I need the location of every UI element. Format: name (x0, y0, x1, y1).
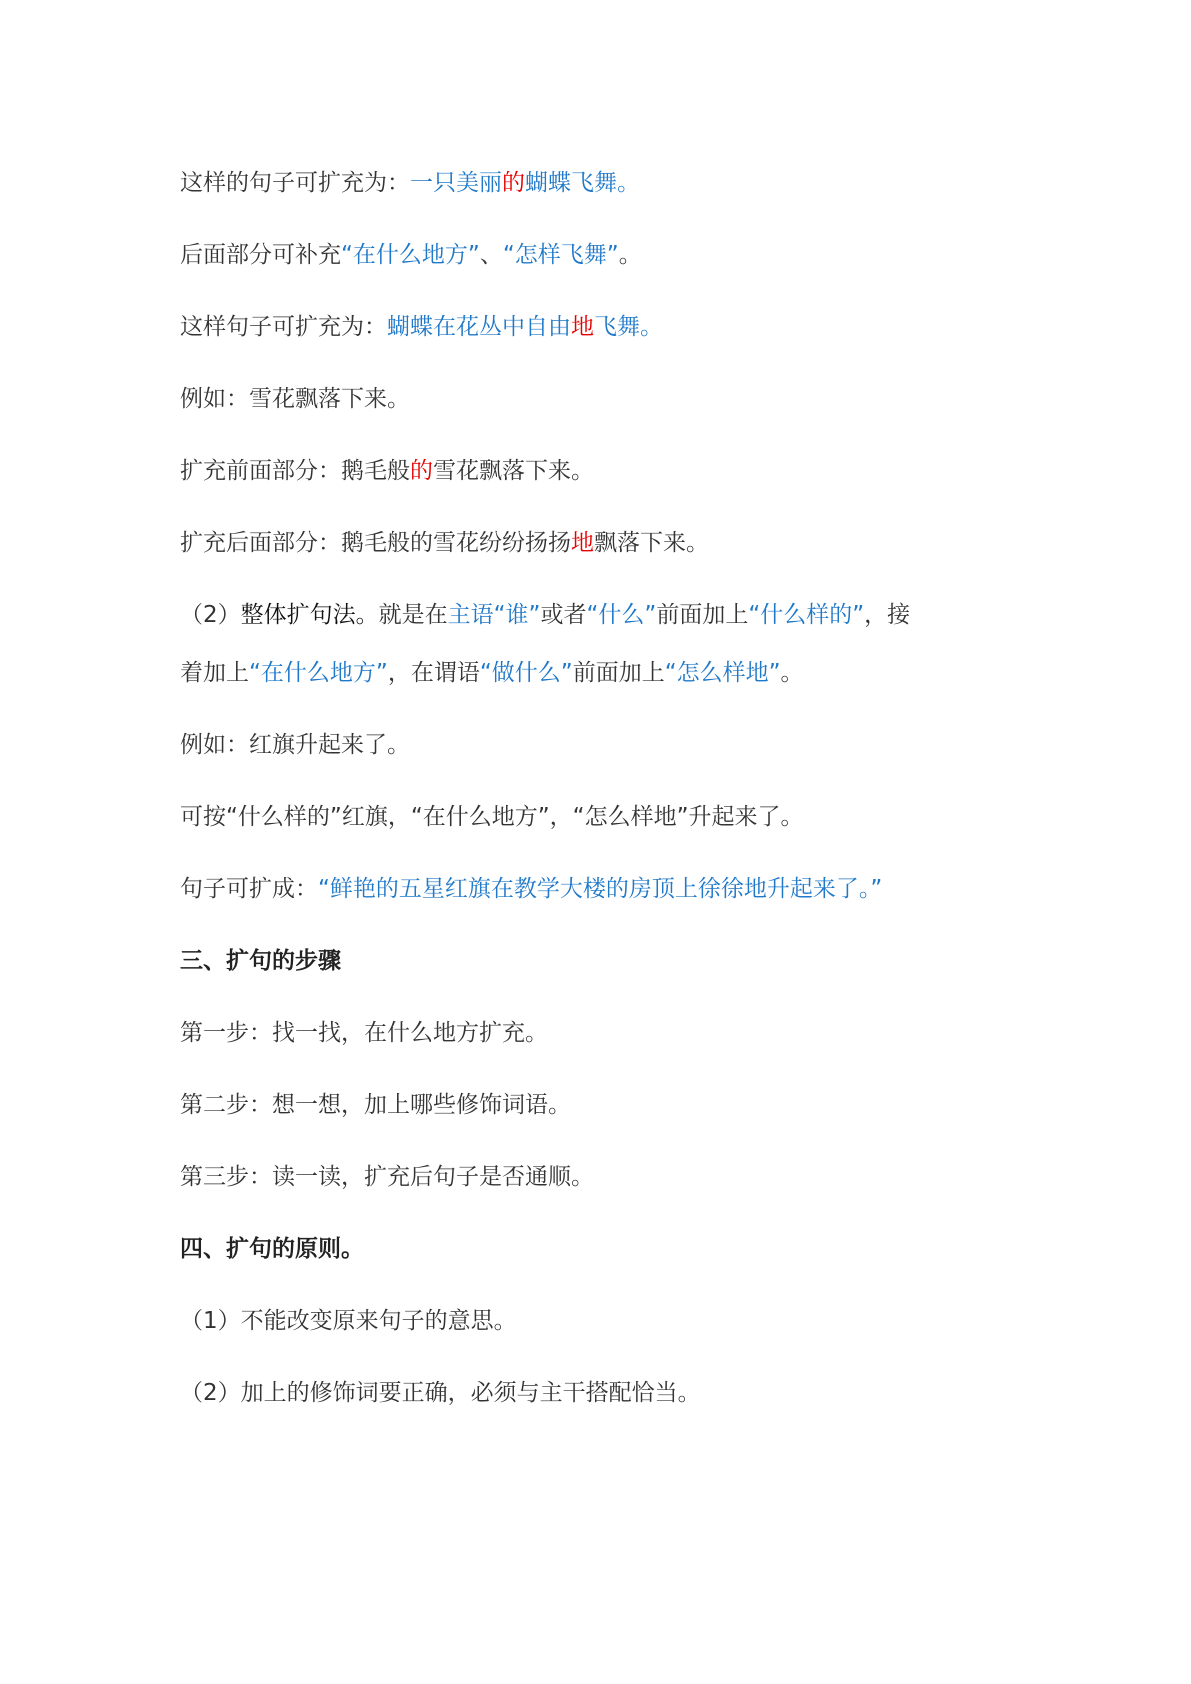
text-segment: 这样句子可扩充为： (180, 314, 387, 340)
text-segment: 可按“什么样的”红旗，“在什么地方”，“怎么样地”升起来了。 (180, 804, 804, 830)
paragraph-line (180, 1017, 548, 1049)
paragraph-line (180, 657, 804, 689)
text-segment: 扩充前面部分：鹅毛般 (180, 458, 410, 484)
text-segment: 前面加上 (572, 660, 665, 686)
text-segment: 整体扩句法。 (240, 602, 379, 628)
text-segment: 。 (618, 242, 642, 268)
highlight-text: “什么” (586, 602, 657, 628)
text-segment: 着加上 (180, 660, 249, 686)
highlight-text: 蝴蝶飞舞。 (525, 170, 640, 196)
text-segment: 句子可扩成： (180, 876, 318, 902)
text-segment: 飘落下来。 (594, 530, 709, 556)
text-segment: 或者 (540, 602, 587, 628)
paragraph-line (180, 383, 410, 415)
section-heading (180, 945, 341, 977)
text-segment: 前面加上 (656, 602, 749, 628)
text-segment: ，在谓语 (387, 660, 480, 686)
text-segment: 四、扩句的原则。 (180, 1236, 364, 1262)
text-segment: （2）加上的修饰词要正确，必须与主干搭配恰当。 (180, 1380, 701, 1406)
text-segment: 就是在 (378, 602, 448, 628)
paragraph-line (180, 527, 709, 559)
text-segment: 第二步：想一想，加上哪些修饰词语。 (180, 1092, 571, 1118)
text-segment: 。 (780, 660, 804, 686)
emphasis-text: 地 (571, 314, 594, 340)
highlight-text: “怎样飞舞” (502, 242, 619, 268)
paragraph-line (180, 311, 663, 343)
emphasis-text: 地 (571, 530, 594, 556)
paragraph-line (180, 1377, 701, 1409)
paragraph-line (180, 167, 640, 199)
text-segment: （2） (180, 602, 241, 628)
highlight-text: “鲜艳的五星红旗在教学大楼的房顶上徐徐地升起来了。” (318, 876, 883, 902)
emphasis-text: 的 (410, 458, 433, 484)
text-segment: 后面部分可补充 (180, 242, 341, 268)
text-segment: 第三步：读一读，扩充后句子是否通顺。 (180, 1164, 594, 1190)
paragraph-line (180, 801, 804, 833)
text-segment: 三、扩句的步骤 (180, 948, 341, 974)
text-segment: 这样的句子可扩充为： (180, 170, 410, 196)
paragraph-line (180, 239, 642, 271)
text-segment: ，接 (864, 602, 911, 628)
text-segment: 第一步：找一找，在什么地方扩充。 (180, 1020, 548, 1046)
paragraph-line (180, 873, 882, 905)
text-segment: 雪花飘落下来。 (433, 458, 594, 484)
emphasis-text: 的 (502, 170, 525, 196)
text-segment: 例如：雪花飘落下来。 (180, 386, 410, 412)
paragraph-line (180, 1161, 594, 1193)
paragraph-line (180, 599, 910, 631)
highlight-text: “在什么地方” (341, 242, 480, 268)
text-segment: 例如：红旗升起来了。 (180, 732, 410, 758)
paragraph-line (180, 729, 410, 761)
highlight-text: “谁” (493, 602, 541, 628)
highlight-text: “什么样的” (748, 602, 865, 628)
highlight-text: 一只美丽 (410, 170, 502, 196)
highlight-text: “在什么地方” (249, 660, 388, 686)
paragraph-line (180, 1089, 571, 1121)
highlight-text: “怎么样地” (664, 660, 781, 686)
paragraph-line (180, 1305, 517, 1337)
text-segment: （1）不能改变原来句子的意思。 (180, 1308, 517, 1334)
highlight-text: 飞舞。 (594, 314, 663, 340)
highlight-text: 主语 (447, 602, 494, 628)
text-segment: 、 (479, 242, 503, 268)
highlight-text: 蝴蝶在花丛中自由 (387, 314, 571, 340)
paragraph-line (180, 455, 594, 487)
highlight-text: “做什么” (479, 660, 573, 686)
section-heading (180, 1233, 364, 1265)
text-segment: 扩充后面部分：鹅毛般的雪花纷纷扬扬 (180, 530, 571, 556)
